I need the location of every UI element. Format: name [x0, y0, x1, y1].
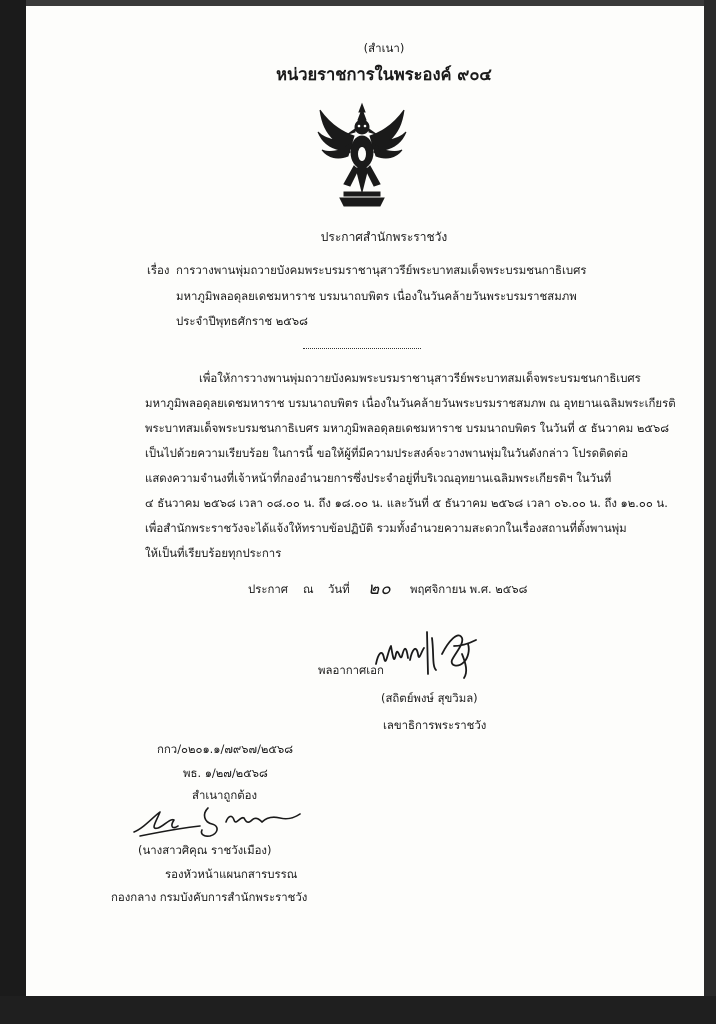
- announcement-heading: ประกาศสำนักพระราชวัง: [320, 230, 448, 244]
- body-line: เป็นไปด้วยความเรียบร้อย ในการนี้ ขอให้ผู้ที่มีความประสงค์จะวางพานพุ่มในวันดังกล่าว โปรดติดต่อ: [145, 446, 629, 460]
- dateline-day-handwritten: ๒๐: [368, 579, 392, 599]
- garuda-emblem-icon: [314, 102, 410, 208]
- certifier-department: กองกลาง กรมบังคับการสำนักพระราชวัง: [111, 890, 308, 904]
- signatory-name: (สถิตย์พงษ์ สุขวิมล): [381, 691, 478, 705]
- body-line: พระบาทสมเด็จพระบรมชนกาธิเบศร มหาภูมิพลอดุลยเดชมหาราช บรมนาถบพิตร ในวันที่ ๕ ธันวาคม ๒๕๖๘: [145, 421, 670, 435]
- dateline-at: ณ: [303, 582, 314, 596]
- subject-line: การวางพานพุ่มถวายบังคมพระบรมราชานุสาวรีย์พระบาทสมเด็จพระบรมชนกาธิเบศร: [176, 263, 587, 277]
- certifier-signature-icon: [130, 802, 305, 842]
- document-number: กกว/๐๒๐๑.๑/๗๙๖๗/๒๕๖๘: [157, 742, 294, 756]
- certified-copy-label: สำเนาถูกต้อง: [192, 788, 258, 802]
- body-line: แสดงความจำนงที่เจ้าหน้าที่กองอำนวยการซึ่งประจำอยู่ที่บริเวณอุทยานเฉลิมพระเกียรติฯ ในวันที่: [145, 471, 612, 485]
- subject-line: ประจำปีพุทธศักราช ๒๕๖๘: [176, 314, 308, 328]
- subject-line: มหาภูมิพลอดุลยเดชมหาราช บรมนาถบพิตร เนื่องในวันคล้ายวันพระบรมราชสมภพ: [176, 289, 577, 303]
- signatory-position: เลขาธิการพระราชวัง: [383, 718, 487, 732]
- certifier-role: รองหัวหน้าแผนกสารบรรณ: [165, 867, 298, 881]
- dateline-prefix: ประกาศ: [248, 582, 288, 596]
- dateline-month-year: พฤศจิกายน พ.ศ. ๒๕๖๘: [410, 582, 528, 596]
- dotted-divider: [303, 348, 421, 349]
- body-line: เพื่อสำนักพระราชวังจะได้แจ้งให้ทราบข้อปฏิบัติ รวมทั้งอำนวยความสะดวกในเรื่องสถานที่ตั้งพานพุ่ม: [145, 521, 627, 535]
- body-line: ๔ ธันวาคม ๒๕๖๘ เวลา ๐๘.๐๐ น. ถึง ๑๘.๐๐ น. และวันที่ ๕ ธันวาคม ๒๕๖๘ เวลา ๐๖.๐๐ น. ถึง ๑๒.๐๐ น.: [145, 496, 668, 510]
- signatory-rank: พลอากาศเอก: [318, 663, 384, 677]
- body-line: เพื่อให้การวางพานพุ่มถวายบังคมพระบรมราชานุสาวรีย์พระบาทสมเด็จพระบรมชนกาธิเบศร: [199, 371, 641, 385]
- dateline-day-label: วันที่: [328, 582, 350, 596]
- agency-title: หน่วยราชการในพระองค์ ๙๐๔: [276, 65, 492, 84]
- ps-number: พธ. ๑/๒๗/๒๕๖๘: [183, 766, 268, 780]
- copy-mark: (สำเนา): [363, 41, 405, 55]
- body-line: มหาภูมิพลอดุลยเดชมหาราช บรมนาถบพิตร เนื่องในวันคล้ายวันพระบรมราชสมภพ ณ อุทยานเฉลิมพระเกียรติ: [145, 396, 676, 410]
- certifier-name: (นางสาวศิคุณ ราชวังเมือง): [138, 843, 272, 857]
- body-line: ให้เป็นที่เรียบร้อยทุกประการ: [145, 546, 282, 560]
- secretary-signature-icon: [372, 624, 490, 682]
- subject-label: เรื่อง: [147, 263, 170, 277]
